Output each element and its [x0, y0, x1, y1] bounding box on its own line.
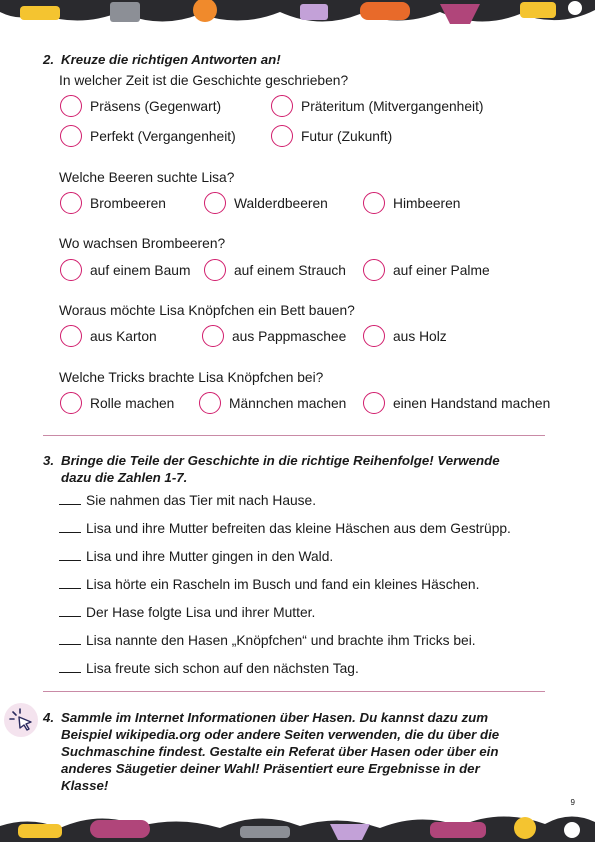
- question-2-3-text: Wo wachsen Brombeeren?: [59, 236, 226, 251]
- option-perfekt[interactable]: [60, 125, 236, 147]
- cursor-click-icon: [4, 703, 38, 737]
- sequence-item[interactable]: [59, 632, 476, 648]
- option-label: Perfekt (Vergangenheit): [90, 128, 236, 144]
- option-baum[interactable]: [60, 259, 190, 281]
- number-blank[interactable]: [59, 632, 81, 645]
- answer-circle[interactable]: [363, 392, 385, 414]
- option-label: Präsens (Gegenwart): [90, 98, 222, 114]
- option-palme[interactable]: [363, 259, 490, 281]
- number-blank[interactable]: [59, 492, 81, 505]
- option-brombeeren[interactable]: [60, 192, 166, 214]
- option-label: Futur (Zukunft): [301, 128, 393, 144]
- sequence-item[interactable]: [59, 660, 359, 676]
- answer-circle[interactable]: [204, 192, 226, 214]
- answer-circle[interactable]: [60, 259, 82, 281]
- answer-circle[interactable]: [60, 125, 82, 147]
- question-title: Sammle im Internet Informationen über Hasen. Du kannst dazu zum Beispiel wikipedia.org oder andere Seiten verwenden, die du über die Suchmaschine findest. Gestalte ein Referat über Hasen oder über ein anderes Säugetier deiner Wahl! Präsentiert eure Ergebnisse in der Klasse!: [61, 710, 500, 793]
- question-number: 3.: [43, 453, 55, 468]
- option-label: einen Handstand machen: [393, 395, 551, 411]
- option-label: aus Karton: [90, 328, 157, 344]
- option-label: auf einem Baum: [90, 262, 191, 278]
- option-label: aus Holz: [393, 328, 447, 344]
- option-maennchen[interactable]: [199, 392, 346, 414]
- sequence-item[interactable]: [59, 576, 479, 592]
- top-decoration: [0, 0, 595, 32]
- option-rolle[interactable]: [60, 392, 174, 414]
- option-label: Walderdbeeren: [234, 195, 328, 211]
- sequence-text: Lisa freute sich schon auf den nächsten Tag.: [86, 661, 359, 676]
- sequence-item[interactable]: [59, 604, 315, 620]
- answer-circle[interactable]: [199, 392, 221, 414]
- number-blank[interactable]: [59, 604, 81, 617]
- option-label: auf einer Palme: [393, 262, 490, 278]
- answer-circle[interactable]: [363, 259, 385, 281]
- question-4-heading: [43, 709, 553, 795]
- option-pappmaschee[interactable]: [202, 325, 346, 347]
- question-3-heading: [43, 452, 553, 488]
- question-2-5-text: Welche Tricks brachte Lisa Knöpfchen bei?: [59, 370, 324, 385]
- option-walderdbeeren[interactable]: [204, 192, 328, 214]
- option-karton[interactable]: [60, 325, 157, 347]
- answer-circle[interactable]: [60, 392, 82, 414]
- sequence-text: Der Hase folgte Lisa und ihrer Mutter.: [86, 605, 316, 620]
- option-label: auf einem Strauch: [234, 262, 346, 278]
- option-himbeeren[interactable]: [363, 192, 460, 214]
- number-blank[interactable]: [59, 520, 81, 533]
- answer-circle[interactable]: [271, 95, 293, 117]
- question-2-4-text: Woraus möchte Lisa Knöpfchen ein Bett bauen?: [59, 303, 355, 318]
- answer-circle[interactable]: [271, 125, 293, 147]
- answer-circle[interactable]: [60, 95, 82, 117]
- question-2-2-text: Welche Beeren suchte Lisa?: [59, 170, 235, 185]
- question-number: 2.: [43, 52, 55, 67]
- answer-circle[interactable]: [60, 325, 82, 347]
- answer-circle[interactable]: [204, 259, 226, 281]
- option-label: Himbeeren: [393, 195, 461, 211]
- question-2-heading: [43, 51, 553, 69]
- option-handstand[interactable]: [363, 392, 550, 414]
- divider: [43, 435, 545, 436]
- sequence-item[interactable]: [59, 520, 511, 536]
- sequence-text: Sie nahmen das Tier mit nach Hause.: [86, 493, 317, 508]
- option-label: Rolle machen: [90, 395, 175, 411]
- answer-circle[interactable]: [60, 192, 82, 214]
- answer-circle[interactable]: [202, 325, 224, 347]
- sequence-item[interactable]: [59, 492, 316, 508]
- sequence-text: Lisa und ihre Mutter gingen in den Wald.: [86, 549, 334, 564]
- number-blank[interactable]: [59, 660, 81, 673]
- divider: [43, 691, 545, 692]
- question-title: Kreuze die richtigen Antworten an!: [61, 52, 281, 67]
- option-futur[interactable]: [271, 125, 392, 147]
- answer-circle[interactable]: [363, 325, 385, 347]
- option-strauch[interactable]: [204, 259, 346, 281]
- question-2-1-text: In welcher Zeit ist die Geschichte geschrieben?: [59, 73, 349, 88]
- sequence-text: Lisa nannte den Hasen „Knöpfchen“ und brachte ihm Tricks bei.: [86, 633, 476, 648]
- number-blank[interactable]: [59, 548, 81, 561]
- sequence-text: Lisa und ihre Mutter befreiten das kleine Häschen aus dem Gestrüpp.: [86, 521, 511, 536]
- sequence-text: Lisa hörte ein Rascheln im Busch und fand ein kleines Häschen.: [86, 577, 480, 592]
- number-blank[interactable]: [59, 576, 81, 589]
- bottom-decoration: [0, 802, 595, 842]
- option-label: Präteritum (Mitvergangenheit): [301, 98, 484, 114]
- option-praesens[interactable]: [60, 95, 221, 117]
- question-title: Bringe die Teile der Geschichte in die richtige Reihenfolge! Verwende dazu die Zahlen 1-7.: [61, 453, 500, 485]
- option-holz[interactable]: [363, 325, 447, 347]
- option-label: aus Pappmaschee: [232, 328, 347, 344]
- answer-circle[interactable]: [363, 192, 385, 214]
- sequence-item[interactable]: [59, 548, 333, 564]
- option-label: Männchen machen: [229, 395, 347, 411]
- question-number: 4.: [43, 710, 55, 725]
- option-label: Brombeeren: [90, 195, 166, 211]
- option-praeteritum[interactable]: [271, 95, 484, 117]
- page-number: 9: [570, 798, 575, 807]
